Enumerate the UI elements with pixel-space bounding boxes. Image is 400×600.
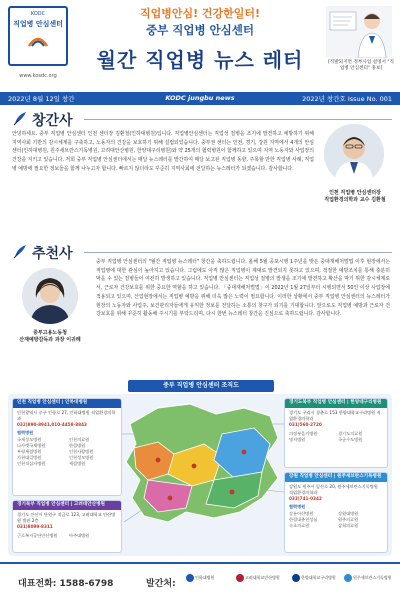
congratulatory-message-body: 중부 직업병 안심센터의 "월간 직업병 뉴스레터" 창간을 축하드립니다. 올해 5월 공포시행 1주년을 맞은 중대재해처벌법 이후 현장에서는 직업병에 대한 관심이 높아지고 있습니다. 그럼에도 아직 많은 직업병이 제대로 발견되지 못하고 있으며, 적절한 예방조치를 통해 충분히 막을 수 있는 질병들이 여전히 발생하고 있습니다. 직업병 안심센터는 직업성 질병의 발생을 조기에 발견하고 확산을 막기 위한 감시체계로서, 근로자 건강보호를 위한 중요한 역할을 하고 있습니다. 「중대재해처벌법」이 2022년 1월 27일부터 시행되면서 50인 이상 사업장에 적용되고 있으며, 산업현장에서는 직업병 예방을 위해 더욱 많은 노력이 필요합니다. 이러한 상황에서 중부 직업병 안심센터의 뉴스레터가 현장의 노동자와 사업주, 보건관리자들에게 유익한 정보를 전달하는 소통의 창구가 되기를 기대합니다. 앞으로도 직업병 예방과 근로자 건강보호를 위해 꾸준히 활동해 주시기를 부탁드리며, 다시 한번 뉴스레터 창간을 진심으로 축하드립니다. 감사합니다. — [96, 259, 390, 318]
region-card-gangwon — [284, 472, 388, 553]
list-item: 강릉아산병원 — [289, 511, 314, 517]
partner-logo-korea-ansan — [236, 574, 280, 582]
partner-hospitals-label: 협력병원 — [289, 503, 306, 509]
partner-logo-wonju-severance — [344, 574, 400, 582]
region-phone[interactable]: 032)890-8941,010-4458-8843 — [17, 421, 87, 427]
region-phone[interactable]: 031)8099-8311 — [17, 523, 53, 529]
official-portrait — [22, 268, 78, 324]
list-item: 원주의료원 — [338, 517, 359, 523]
logo-title: 직업병 안심센터 — [13, 20, 63, 28]
doctor-mascot-icon — [326, 6, 392, 58]
list-item: 인천적십자병원 — [17, 461, 46, 467]
section-divider — [84, 252, 392, 253]
region-address: 인천광역시 중구 인항로 27, 인하대병원 직업환경의학과 — [17, 409, 116, 421]
logo-mark-icon — [27, 31, 49, 49]
congratulatory-message-heading: 추천사 — [32, 246, 73, 262]
official-caption — [6, 330, 94, 344]
masthead — [0, 0, 400, 92]
hospital-logo-icon — [186, 574, 194, 582]
list-item: 한림대춘천성심 — [289, 517, 318, 523]
director-portrait — [324, 124, 384, 184]
slogan: 직업병안심! 건강한일터! — [139, 7, 261, 20]
list-item: 나사렛국제병원 — [17, 443, 46, 449]
organization-chart-banner: 중부 직업병 안심센터 조직도 — [128, 380, 274, 392]
region-card-title: 경기북부 직업병 안심센터 | 고려대안산병원 — [13, 501, 121, 510]
list-item: 아주대병원 — [69, 532, 90, 538]
list-item: 인천의료원 — [69, 437, 90, 443]
list-item: 국제성모병원 — [17, 437, 42, 443]
representative-phone[interactable] — [18, 576, 113, 589]
list-item: 인천사랑병원 — [69, 449, 94, 455]
center-name: 중부 직업병 안심센터 — [146, 23, 254, 37]
list-item: 한림병원 — [69, 443, 86, 449]
director-name: 직업환경의학과 교수 김환철 — [324, 197, 386, 203]
region-card-incheon — [12, 398, 122, 496]
list-item: 가천대길병원 — [17, 455, 42, 461]
region-card-gyeonggi-north — [284, 398, 388, 468]
hospital-logo-icon — [236, 574, 244, 582]
region-address: 경기도 안산시 단원구 적금로 123, 고려대학교 안산병원 별관 2층 — [17, 511, 116, 523]
partner-hospitals-label: 협력병원 — [17, 429, 34, 435]
publisher-label: 발간처: — [146, 579, 176, 589]
founding-message-body: 안녕하세요. 중부 직업병 안심센터 인천 센터장 김환철(인하대병원)입니다. 직업병안심센터는 직업성 질병을 조기에 발견하고 예방하기 위해 지역사회 기반의 감시체계를 구축하고, 노동자의 건강을 보호하기 위해 설립되었습니다. 중부권 센터는 인천, 경기, 강원 지역에서 4개의 안심센터(인하대병원, 원주세브란스기독병원, 고려대안산병원, 한양대구리병원)와 약 25개의 협력병원이 함께하고 있으며 지역 노동자와 사업장의 건강을 지키고 있습니다. 저희 중부 직업병 안심센터에서는 매달 뉴스레터를 발간하여 매달 보고된 직업병 동향, 주목할 만한 직업병 사례, 직업병 예방에 필요한 정보들을 함께 나누고자 합니다. 빠르지 않더라도 꾸준히 지역사회에 전달하는 뉴스레터가 되겠습니다. 감사합니다. — [12, 131, 314, 172]
partner-hospital-list — [285, 430, 387, 445]
list-item: 경기도의료원 — [338, 430, 363, 436]
issue-number: 2022년 창간호 Issue No. 001 — [302, 95, 392, 103]
founding-message-heading: 창간사 — [32, 113, 73, 129]
phone-number[interactable]: 1588-6798 — [59, 579, 114, 589]
mascot-caption: [적발되지면 정부사업 설명서 "직업병 안심센터" 홍보] — [328, 60, 394, 72]
issue-date: 2022년 8월 12일 창간 — [8, 95, 75, 103]
partner-logo-inha — [186, 574, 214, 582]
logo-subtitle: KODC — [30, 11, 46, 17]
section-divider — [84, 119, 392, 120]
list-item: 삼척의료원 — [338, 523, 359, 529]
quill-icon — [12, 243, 28, 259]
partner-hospital-list — [13, 436, 121, 469]
list-item: 강원대병원 — [338, 511, 359, 517]
region-address: 강원도 원주시 일산로 20, 원주세브란스기독병원 직업환경의학과 — [289, 483, 378, 495]
newsletter-english-name: KODC jungbu news — [165, 94, 235, 102]
quill-icon — [12, 110, 28, 126]
hospital-logo-icon — [344, 574, 352, 582]
list-item: 부평세림병원 — [17, 449, 42, 455]
director-role: 인천 직업병 안심센터장 — [329, 190, 381, 196]
list-item: 명지병원 — [289, 437, 306, 443]
list-item: 국군수도병원 — [338, 437, 363, 443]
list-item: 근로복지공단안산병원 — [17, 532, 58, 538]
region-phone[interactable]: 033)741-0342 — [289, 495, 322, 501]
list-item: 인천성모병원 — [69, 455, 94, 461]
partner-logo-hanyang-guri — [292, 574, 336, 582]
footer — [0, 562, 400, 600]
region-phone[interactable]: 031)560-2720 — [289, 421, 322, 427]
hospital-logo-icon — [292, 574, 300, 582]
center-logo — [8, 6, 68, 66]
list-item: 세림병원 — [69, 461, 86, 467]
partner-hospital-list — [13, 532, 121, 541]
partner-name: 고려대학교안산병원 — [245, 575, 280, 580]
newsletter-title: 월간 직업병 뉴스 레터 — [96, 48, 304, 72]
official-name: 산재예방감독과 과장 이귀례 — [19, 337, 81, 343]
organization-map — [8, 394, 392, 556]
official-org: 중부고용노동청 — [33, 330, 67, 336]
date-bar — [0, 92, 400, 105]
partner-hospital-list — [285, 510, 387, 531]
region-card-title: 경기도북부 직업병 안심센터 | 한양대구리병원 — [285, 399, 387, 408]
partner-name: 한양대학교구리병원 — [301, 575, 336, 580]
region-address: 경기도 구리시 경춘로 153 한양대학교구리병원 직업환경의학과 — [289, 409, 381, 421]
partner-name: 원주세브란스기독병원 — [353, 575, 392, 580]
region-card-gyeonggi-south — [12, 500, 122, 553]
phone-label: 대표전화: — [18, 579, 57, 589]
partner-name: 인하대병원 — [195, 575, 215, 580]
list-item: 속초의료원 — [289, 523, 310, 529]
region-card-title: 강원 직업병 안심센터 | 원주세브란스기독병원 — [285, 473, 387, 482]
director-caption — [314, 190, 396, 204]
region-card-title: 인천 직업병 안심센터 | 인하대병원 — [13, 399, 121, 408]
list-item: 의정부을지병원 — [289, 430, 318, 436]
website-url[interactable]: www.kosdc.org — [19, 73, 57, 79]
